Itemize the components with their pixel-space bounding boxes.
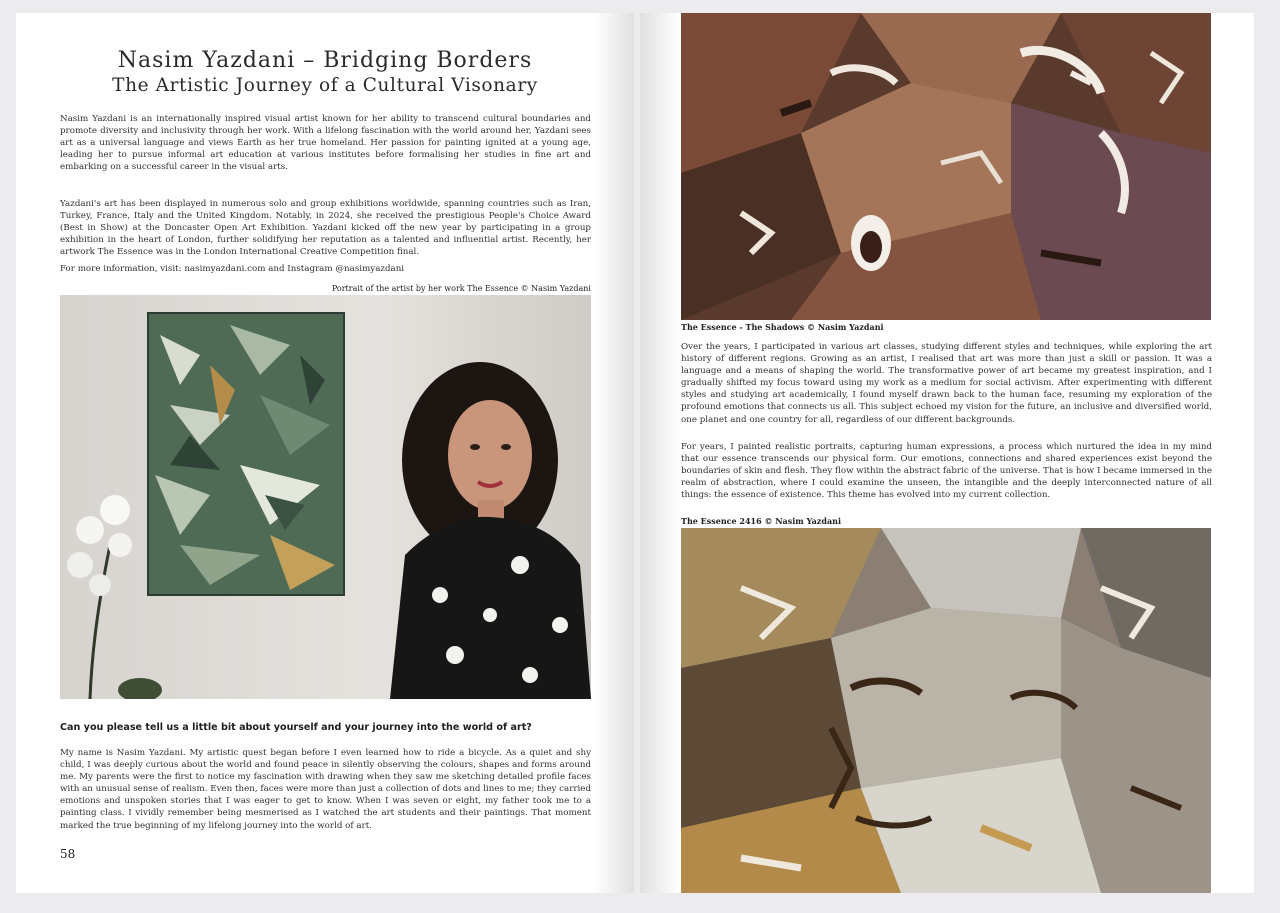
article-subtitle: The Artistic Journey of a Cultural Visonary [112,75,538,96]
portrait-illustration [60,295,591,699]
top-painting-caption: The Essence - The Shadows © Nasim Yazdani [681,322,884,332]
intro-paragraph-1: Nasim Yazdani is an internationally inspired visual artist known for her ability to transcend cultural boundaries and promote diversity and inclusivity through her work. With a lifelong fascination with the world around her, Yazdani sees art as a universal language and views Earth as her true homeland. Her passion for painting ignited at a young age, leading her to pursue informal art education at various institutes before formalising her studies in fine art and embarking on a successful career in the visual arts. [60,114,591,173]
more-info-line: For more information, visit: nasimyazdani.com and Instagram @nasimyazdani [60,264,405,274]
body-paragraph-1: Over the years, I participated in various art classes, studying different styles and techniques, while exploring the art history of different regions. Growing as an artist, I realised that art was more than just a skill or passion. It was a language and a means of shaping the world. The transformative power of art became my greatest inspiration, and I gradually shifted my focus toward using my work as a medium for social activism. After experimenting with different styles and studying art academically, I found myself drawn back to the human face, resuming my exploration of the profound emotions that connects us all. This subject echoed my vision for the future, an inclusive and diversified world, one planet and one country for all, regardless of our different backgrounds. [681,342,1212,425]
gutter-shadow [594,13,634,893]
shadows-illustration [681,13,1211,320]
gutter-shadow [640,13,680,893]
left-page [16,13,634,893]
article-title: Nasim Yazdani – Bridging Borders [117,48,533,73]
body-paragraph-2: For years, I painted realistic portraits, capturing human expressions, a process which nurtured the idea in my mind that our essence transcends our physical form. Our emotions, connections and shared experiences exist beyond the boundaries of skin and flesh. They flow within the abstract fabric of the universe. That is how I became immersed in the realm of abstraction, where I could examine the unseen, the intangible and the deeply interconnected nature of all things: the essence of existence. This theme has evolved into my current collection. [681,442,1212,501]
intro-paragraph-2: Yazdani's art has been displayed in numerous solo and group exhibitions worldwide, spanning countries such as Iran, Turkey, France, Italy and the United Kingdom. Notably, in 2024, she received the prestigious People's Choice Award (Best in Show) at the Doncaster Open Art Exhibition. Yazdani kicked off the new year by participating in a group exhibition in the heart of London, further solidifying her reputation as a talented and influential artist. Recently, her artwork The Essence was in the London International Creative Competition final. [60,199,591,258]
artist-portrait-photo [60,295,591,699]
painting-essence-2416 [681,528,1211,893]
photo-caption: Portrait of the artist by her work The Essence © Nasim Yazdani [331,284,591,293]
page-number: 58 [60,847,76,861]
essence-illustration [681,528,1211,893]
bottom-painting-caption: The Essence 2416 © Nasim Yazdani [681,516,841,526]
right-page [640,13,1254,893]
painting-the-shadows [681,13,1211,320]
green-painting [148,313,344,595]
interview-question: Can you please tell us a little bit about yourself and your journey into the world of art? [60,722,532,733]
interview-answer: My name is Nasim Yazdani. My artistic quest began before I even learned how to ride a bicycle. As a quiet and shy child, I was deeply curious about the world and found peace in silently observing the colours, shapes and forms around me. My parents were the first to notice my fascination with drawing when they saw me sketching detailed profile faces with an unusual sense of realism. Even then, faces were more than just a collection of dots and lines to me; they carried emotions and unspoken stories that I was eager to get to know. When I was seven or eight, my father took me to a painting class. I vividly remember being mesmerised as I watched the art students and their paintings. That moment marked the true beginning of my lifelong journey into the world of art. [60,748,591,831]
